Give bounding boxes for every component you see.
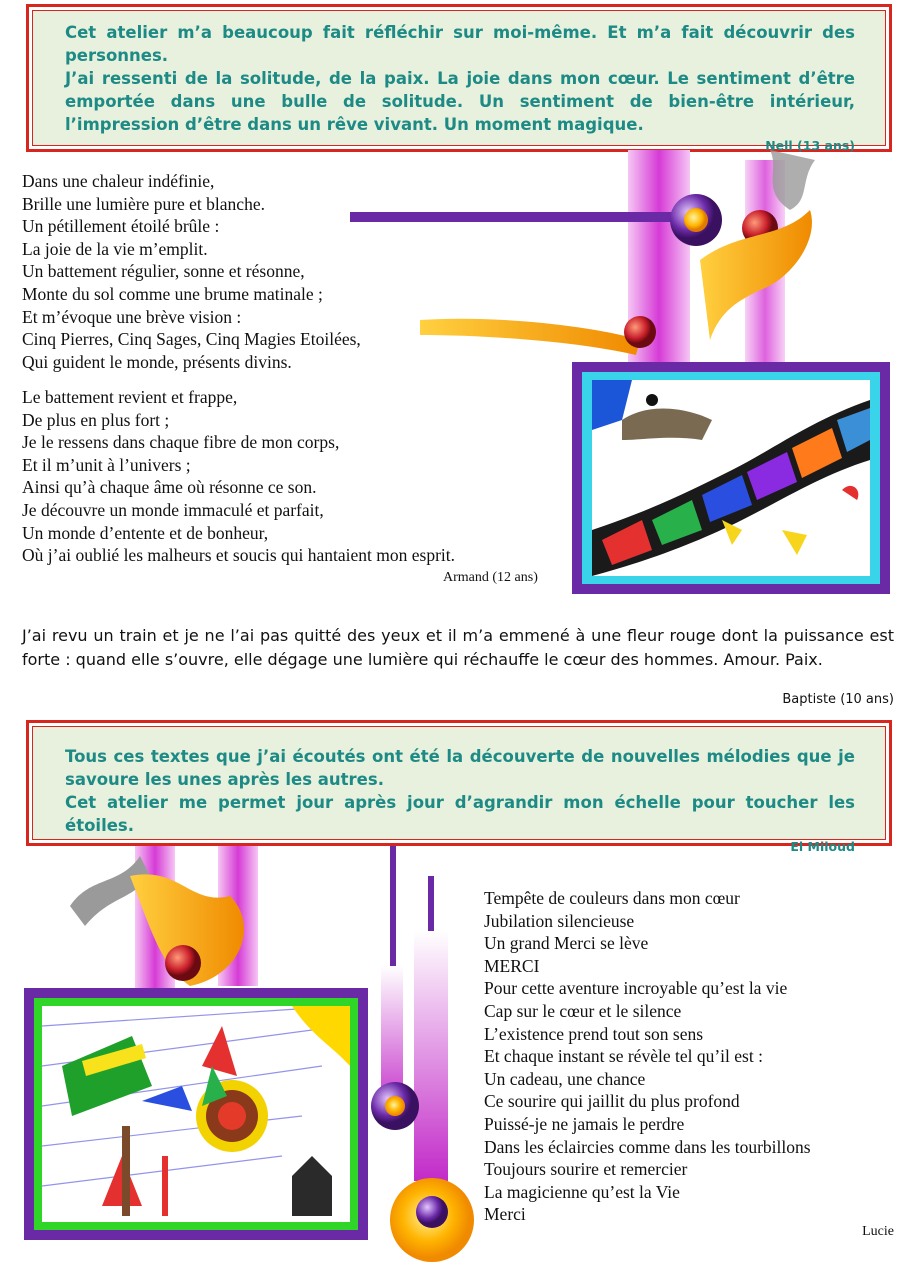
poem-line: De plus en plus fort ; [22, 409, 170, 430]
poem-armand-stanza-1 [22, 170, 361, 373]
poem-line: Un battement régulier, sonne et résonne, [22, 261, 305, 282]
quote-line: J’ai ressenti de la solitude, de la paix. La joie dans mon cœur. Le sentiment d’être emportée dans une bulle de solitude. Un sentiment de bien-être intérieur, l’impression d’être dans un rêve vivant. Un moment magique. [65, 69, 855, 134]
poem-lucie [484, 887, 811, 1226]
drawing-frame [24, 988, 368, 1240]
child-drawing-colorful-mosaic [592, 380, 870, 576]
poem-author: Armand (12 ans) [443, 570, 538, 585]
poem-line: Où j’ai oublié les malheurs et soucis qui hantaient mon esprit. [22, 545, 456, 566]
poem-line: Un pétillement étoilé brûle : [22, 216, 220, 237]
quote-author: El Miloud [790, 839, 855, 854]
poem-line: La magicienne qu’est la Vie [484, 1181, 680, 1202]
poem-line: Tempête de couleurs dans mon cœur [484, 888, 740, 908]
poem-line: Cinq Pierres, Cinq Sages, Cinq Magies Etoilées, [22, 329, 361, 350]
decorative-ribbons-illustration [340, 150, 840, 370]
drawing-frame [572, 362, 890, 594]
poem-line: Ce sourire qui jaillit du plus profond [484, 1091, 740, 1112]
quote-line: Cet atelier m’a beaucoup fait réfléchir sur moi-même. Et m’a fait découvrir des personnes. [65, 23, 855, 65]
poem-line: Je le ressens dans chaque fibre de mon corps, [22, 432, 340, 453]
prose-baptiste: J’ai revu un train et je ne l’ai pas quitté des yeux et il m’a emmené à une fleur rouge dont la puissance est forte : quand elle s’ouvre, elle dégage une lumière qui réchauffe le cœur des hommes. Amour. Paix. [22, 626, 894, 669]
quote-box-el-miloud [26, 720, 892, 854]
quote-box-nell [26, 4, 892, 152]
poem-line: Et chaque instant se révèle tel qu’il est : [484, 1046, 763, 1067]
child-drawing-sun-and-flowers [42, 1006, 350, 1222]
poem-line: MERCI [484, 955, 540, 976]
poem-line: Qui guident le monde, présents divins. [22, 351, 292, 372]
poem-line: Un monde d’entente et de bonheur, [22, 522, 269, 543]
poem-line: Un cadeau, une chance [484, 1068, 646, 1089]
poem-line: Cap sur le cœur et le silence [484, 1000, 682, 1021]
poem-line: Et il m’unit à l’univers ; [22, 454, 191, 475]
poem-line: Un grand Merci se lève [484, 933, 649, 954]
poem-line: Toujours sourire et remercier [484, 1159, 688, 1180]
prose-author: Baptiste (10 ans) [782, 692, 894, 707]
poem-line: Ainsi qu’à chaque âme où résonne ce son. [22, 477, 317, 498]
poem-line: Dans une chaleur indéfinie, [22, 171, 215, 191]
poem-armand-stanza-2 [22, 386, 455, 567]
quote-line: Tous ces textes que j’ai écoutés ont été la découverte de nouvelles mélodies que je savoure les unes après les autres. [65, 747, 855, 789]
poem-line: Merci [484, 1204, 526, 1225]
poem-line: Le battement revient et frappe, [22, 387, 238, 407]
poem-line: Dans les éclaircies comme dans les tourbillons [484, 1136, 811, 1157]
poem-line: Brille une lumière pure et blanche. [22, 193, 265, 214]
poem-line: Puissé-je ne jamais le perdre [484, 1113, 685, 1134]
poem-line: Jubilation silencieuse [484, 910, 635, 931]
poem-line: L’existence prend tout son sens [484, 1023, 704, 1044]
quote-line: Cet atelier me permet jour après jour d’agrandir mon échelle pour toucher les étoiles. [65, 793, 855, 835]
poem-line: Et m’évoque une brève vision : [22, 306, 242, 327]
poem-line: Monte du sol comme une brume matinale ; [22, 283, 323, 304]
poem-author: Lucie [862, 1224, 894, 1239]
quote-author: Nell (13 ans) [765, 138, 855, 153]
poem-line: La joie de la vie m’emplit. [22, 238, 208, 259]
poem-line: Je découvre un monde immaculé et parfait, [22, 499, 324, 520]
poem-line: Pour cette aventure incroyable qu’est la vie [484, 978, 788, 999]
